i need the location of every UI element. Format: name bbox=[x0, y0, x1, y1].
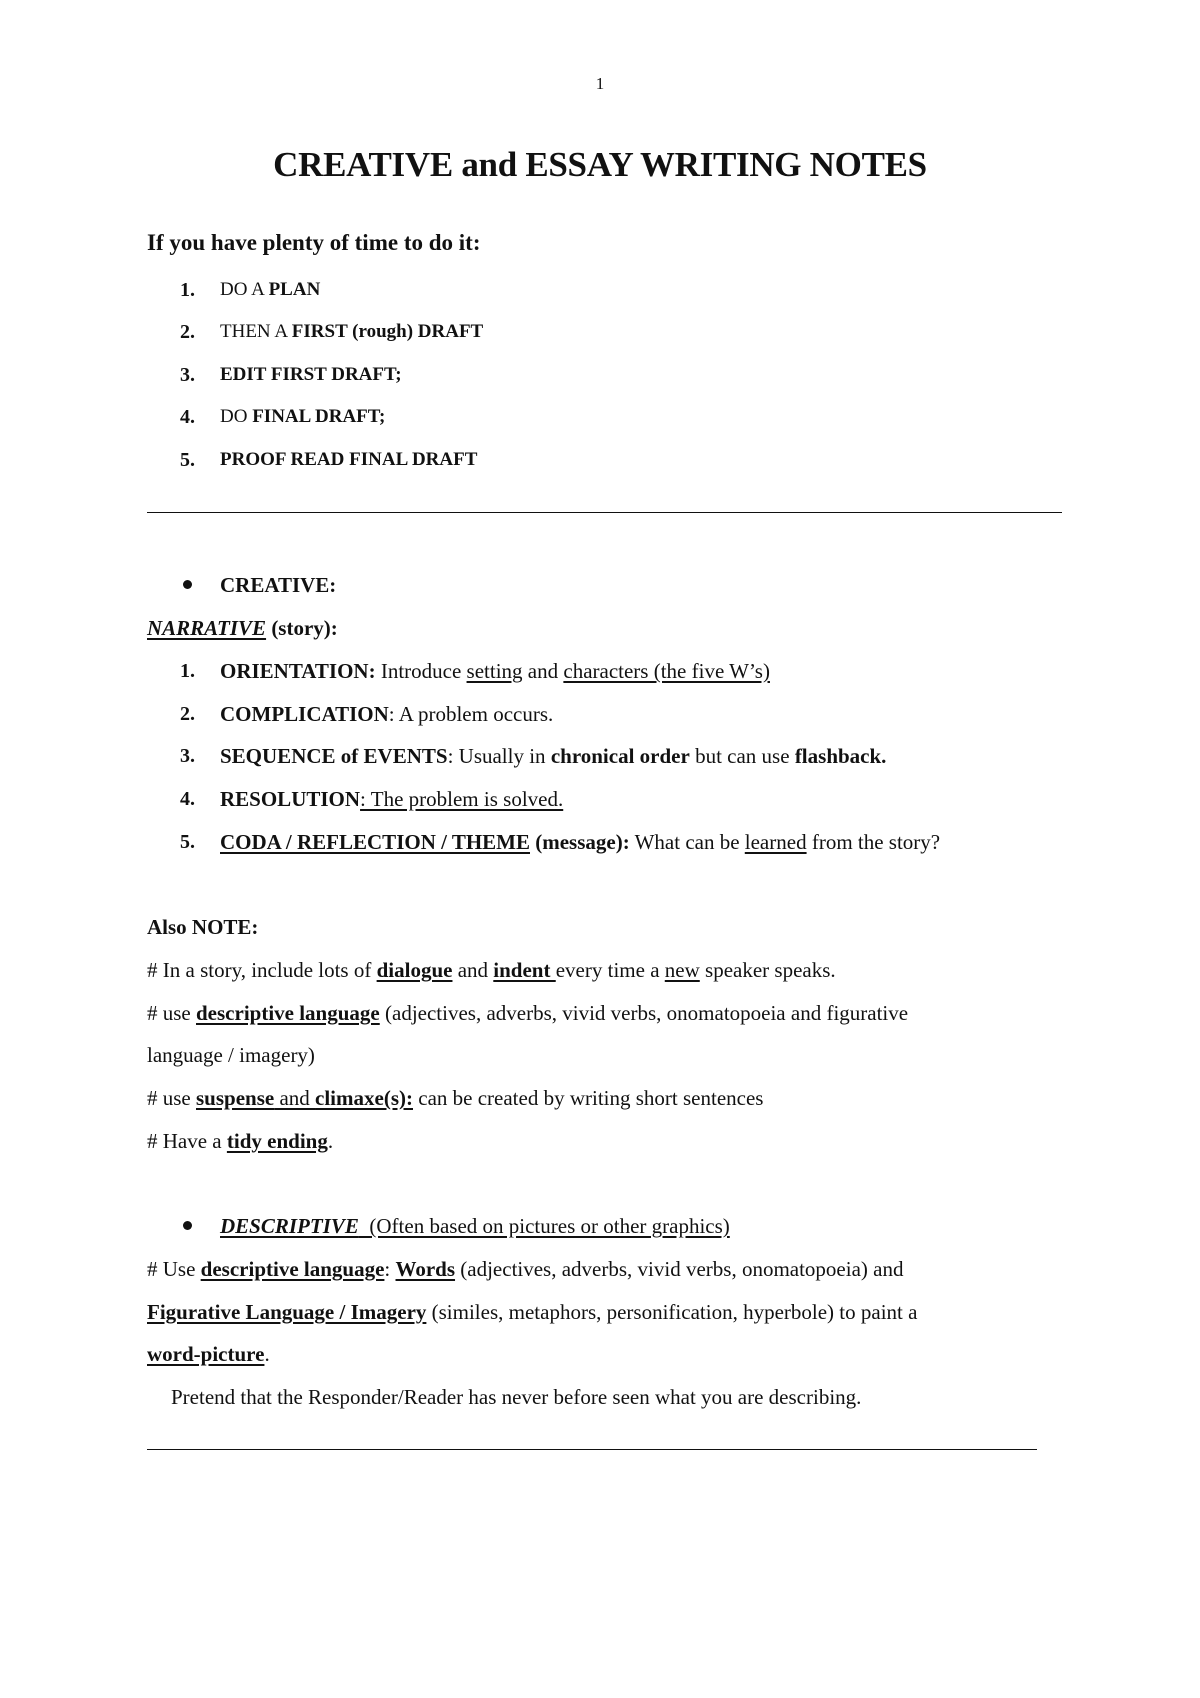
note-line-dialogue bbox=[147, 956, 836, 984]
step-label: COMPLICATION bbox=[220, 702, 389, 726]
step-bold: FINAL DRAFT; bbox=[252, 406, 386, 427]
descriptive-line bbox=[147, 1255, 903, 1283]
step-bold: EDIT FIRST DRAFT; bbox=[220, 364, 402, 385]
note-emphasis: tidy ending bbox=[226, 1129, 328, 1153]
narrative-label: NARRATIVE bbox=[147, 616, 267, 640]
step-bold: flashback. bbox=[794, 744, 887, 768]
desc-text: (similes, metaphors, personification, hyperbole) to paint a bbox=[426, 1300, 918, 1324]
narrative-step-complication bbox=[220, 700, 553, 728]
descriptive-label: DESCRIPTIVE bbox=[220, 1214, 359, 1238]
step-prefix: DO bbox=[220, 406, 253, 427]
desc-text: # Use bbox=[147, 1257, 201, 1281]
note-text: # use bbox=[147, 1001, 196, 1025]
plan-step-number: 2. bbox=[180, 321, 195, 343]
plan-heading: If you have plenty of time to do it: bbox=[147, 230, 481, 255]
desc-emphasis: Figurative Language / Imagery bbox=[147, 1300, 427, 1324]
step-label: SEQUENCE of EVENTS bbox=[220, 744, 448, 768]
step-prefix: DO A bbox=[220, 279, 269, 300]
plan-step bbox=[220, 361, 402, 389]
step-bold: FIRST (rough) DRAFT bbox=[291, 321, 484, 342]
note-emphasis: suspense bbox=[196, 1086, 275, 1110]
horizontal-divider bbox=[147, 512, 1062, 513]
descriptive-note: (Often based on pictures or other graphics) bbox=[358, 1214, 730, 1238]
narrative-step-sequence bbox=[220, 742, 886, 770]
narrative-step-resolution bbox=[220, 785, 563, 813]
note-text: every time a bbox=[555, 958, 665, 982]
narrative-heading bbox=[147, 614, 338, 642]
step-bold: PLAN bbox=[268, 279, 321, 300]
plan-step-number: 1. bbox=[180, 279, 195, 301]
horizontal-divider bbox=[147, 1449, 1037, 1450]
desc-emphasis: descriptive language bbox=[200, 1257, 385, 1281]
step-bold: PROOF READ FINAL DRAFT bbox=[220, 449, 478, 470]
step-bold: (message): bbox=[530, 830, 630, 854]
page-title: CREATIVE and ESSAY WRITING NOTES bbox=[273, 145, 927, 184]
step-label: RESOLUTION bbox=[220, 787, 361, 811]
note-emphasis: climaxe(s): bbox=[315, 1086, 413, 1110]
note-text: # In a story, include lots of bbox=[147, 958, 377, 982]
note-text: can be created by writing short sentences bbox=[413, 1086, 764, 1110]
plan-step-number: 4. bbox=[180, 406, 195, 428]
step-underlined: characters (the five W’s) bbox=[563, 659, 770, 683]
step-label: CODA / REFLECTION / THEME bbox=[220, 830, 530, 854]
note-line-ending bbox=[147, 1127, 333, 1155]
desc-emphasis: Words bbox=[395, 1257, 456, 1281]
note-text: speaker speaks. bbox=[699, 958, 836, 982]
creative-heading: CREATIVE: bbox=[220, 573, 337, 597]
note-text: . bbox=[327, 1129, 334, 1153]
desc-text: : bbox=[384, 1257, 396, 1281]
bullet-icon bbox=[183, 580, 192, 589]
plan-step-number: 3. bbox=[180, 364, 195, 386]
step-text: and bbox=[522, 659, 564, 683]
note-line-imagery: language / imagery) bbox=[147, 1043, 315, 1067]
plan-step bbox=[220, 403, 385, 431]
step-underlined: setting bbox=[466, 659, 523, 683]
step-text: : A problem occurs. bbox=[388, 702, 554, 726]
descriptive-line bbox=[147, 1340, 270, 1368]
narrative-step-orientation bbox=[220, 657, 770, 685]
note-underlined: and bbox=[274, 1086, 316, 1110]
narrative-step-number: 5. bbox=[180, 831, 195, 853]
descriptive-heading bbox=[220, 1212, 730, 1240]
narrative-step-number: 4. bbox=[180, 788, 195, 810]
also-note-heading: Also NOTE: bbox=[147, 915, 259, 939]
narrative-step-coda bbox=[220, 828, 940, 856]
note-text: (adjectives, adverbs, vivid verbs, onomatopoeia and figurative bbox=[379, 1001, 909, 1025]
plan-step bbox=[220, 446, 477, 474]
narrative-step-number: 2. bbox=[180, 703, 195, 725]
note-text: # use bbox=[147, 1086, 196, 1110]
note-line-suspense bbox=[147, 1084, 763, 1112]
desc-text: . bbox=[264, 1342, 270, 1366]
desc-text: (adjectives, adverbs, vivid verbs, onomatopoeia) and bbox=[455, 1257, 904, 1281]
note-emphasis: descriptive language bbox=[196, 1001, 380, 1025]
step-text: Introduce bbox=[380, 659, 467, 683]
note-emphasis: indent bbox=[493, 958, 556, 982]
bullet-icon bbox=[183, 1221, 192, 1230]
plan-step-number: 5. bbox=[180, 449, 195, 471]
step-underlined: learned bbox=[744, 830, 807, 854]
descriptive-line bbox=[147, 1298, 917, 1326]
note-line-descriptive bbox=[147, 999, 908, 1027]
narrative-step-number: 1. bbox=[180, 660, 195, 682]
plan-step bbox=[220, 276, 320, 304]
note-underlined: new bbox=[664, 958, 700, 982]
step-bold: chronical order bbox=[550, 744, 690, 768]
step-label: ORIENTATION: bbox=[220, 659, 376, 683]
step-prefix: THEN A bbox=[220, 321, 292, 342]
narrative-suffix: (story): bbox=[271, 616, 338, 640]
note-text: # Have a bbox=[147, 1129, 227, 1153]
step-text: What can be bbox=[629, 830, 745, 854]
note-emphasis: dialogue bbox=[376, 958, 453, 982]
descriptive-line: Pretend that the Responder/Reader has never before seen what you are describing. bbox=[171, 1385, 862, 1409]
step-text: : Usually in bbox=[447, 744, 551, 768]
step-underlined: : The problem is solved. bbox=[360, 787, 564, 811]
page-number: 1 bbox=[595, 74, 605, 93]
note-text: and bbox=[452, 958, 494, 982]
narrative-step-number: 3. bbox=[180, 745, 195, 767]
desc-emphasis: word-picture bbox=[147, 1342, 265, 1366]
step-text: but can use bbox=[689, 744, 795, 768]
step-text: from the story? bbox=[806, 830, 941, 854]
plan-step bbox=[220, 318, 483, 346]
